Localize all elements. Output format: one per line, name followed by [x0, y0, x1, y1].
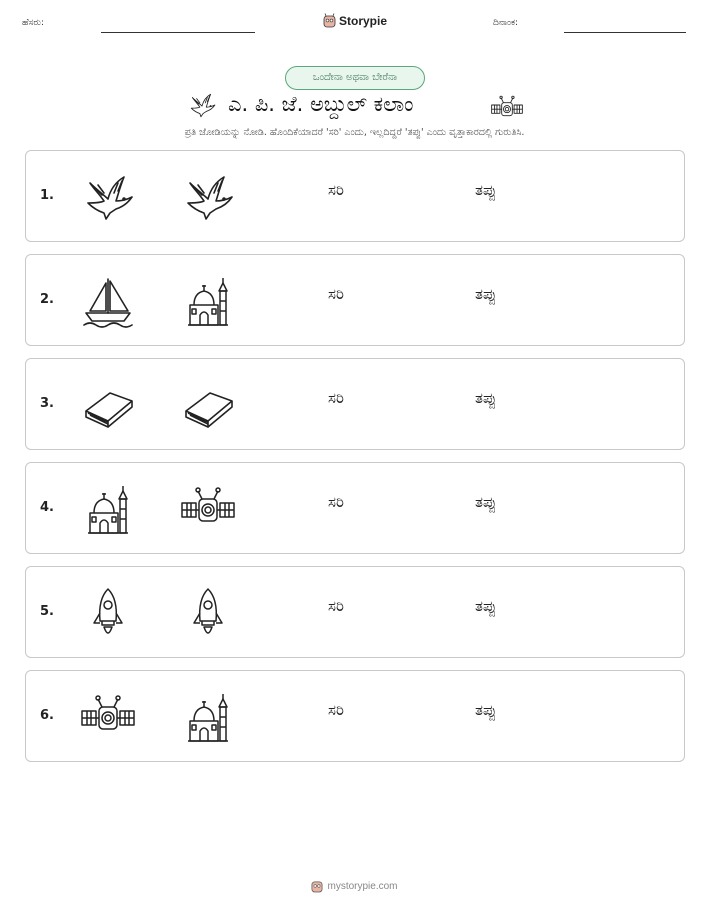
question-row: [25, 670, 685, 762]
option-true[interactable]: ಸರಿ: [328, 181, 344, 199]
question-row: [25, 358, 685, 450]
option-false[interactable]: ತಪ್ಪು: [475, 389, 497, 407]
rocket-icon: [180, 585, 236, 641]
satellite-icon: [490, 92, 524, 118]
question-number: 2.: [40, 292, 54, 307]
mosque-icon: [180, 273, 236, 329]
option-false[interactable]: ತಪ್ಪು: [475, 597, 497, 615]
instructions: ಪ್ರತಿ ಜೋಡಿಯನ್ನು ನೋಡಿ. ಹೊಂದಿಕೆಯಾದರೆ 'ಸರಿ' ಎಂದು, ಇಲ್ಲದಿದ್ದರೆ 'ತಪ್ಪು' ಎಂದು ವೃತ್ತಾಕಾರದಲ್ಲಿ ಗುರುತಿಸಿ.: [184, 127, 525, 138]
option-true[interactable]: ಸರಿ: [328, 597, 344, 615]
sailboat-icon: [80, 273, 136, 329]
date-line[interactable]: [564, 32, 686, 33]
satellite-icon: [180, 481, 236, 537]
page-title: ಎ. ಪಿ. ಜೆ. ಅಬ್ದುಲ್ ಕಲಾಂ: [228, 92, 414, 116]
brand: [323, 13, 387, 28]
storypie-logo-icon: [323, 13, 336, 28]
date-label: ದಿನಾಂಕ:: [493, 18, 519, 28]
title-row: [0, 88, 709, 122]
question-number: 4.: [40, 500, 54, 515]
question-row: [25, 150, 685, 242]
option-false[interactable]: ತಪ್ಪು: [475, 285, 497, 303]
dove-icon: [180, 169, 236, 225]
question-row: [25, 254, 685, 346]
option-false[interactable]: ತಪ್ಪು: [475, 181, 497, 199]
worksheet-header: [0, 0, 709, 40]
mosque-icon: [80, 481, 136, 537]
storypie-logo-icon: [311, 879, 323, 893]
question-number: 1.: [40, 188, 54, 203]
dove-icon: [80, 169, 136, 225]
footer-url[interactable]: mystorypie.com: [327, 880, 398, 892]
question-number: 6.: [40, 708, 54, 723]
activity-badge: ಒಂದೇನಾ ಅಥವಾ ಬೇರೆನಾ: [285, 66, 425, 90]
option-true[interactable]: ಸರಿ: [328, 389, 344, 407]
book-icon: [80, 377, 136, 433]
book-icon: [180, 377, 236, 433]
rocket-icon: [80, 585, 136, 641]
option-true[interactable]: ಸರಿ: [328, 493, 344, 511]
name-line[interactable]: [101, 32, 255, 33]
option-true[interactable]: ಸರಿ: [328, 701, 344, 719]
mosque-icon: [180, 689, 236, 745]
option-true[interactable]: ಸರಿ: [328, 285, 344, 303]
footer: [0, 879, 709, 893]
brand-name: Storypie: [339, 13, 388, 28]
question-number: 5.: [40, 604, 54, 619]
question-number: 3.: [40, 396, 54, 411]
dove-icon: [186, 90, 218, 120]
question-row: [25, 566, 685, 658]
satellite-icon: [80, 689, 136, 745]
option-false[interactable]: ತಪ್ಪು: [475, 493, 497, 511]
name-label: ಹೆಸರು:: [22, 18, 45, 28]
question-row: [25, 462, 685, 554]
question-list: [25, 150, 685, 774]
option-false[interactable]: ತಪ್ಪು: [475, 701, 497, 719]
